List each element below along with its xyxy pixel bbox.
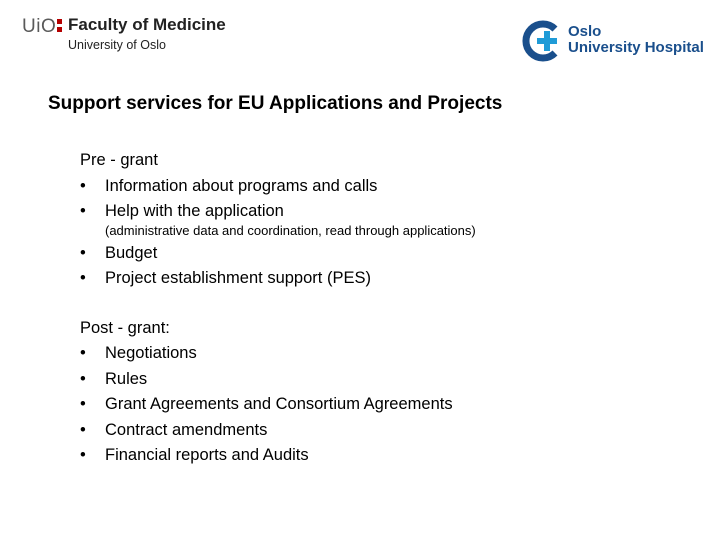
- pre-grant-heading: Pre - grant: [80, 151, 158, 169]
- bullet: •: [80, 395, 86, 413]
- list-item-text: Contract amendments: [105, 420, 268, 439]
- list-item: [80, 443, 476, 469]
- bullet: •: [80, 446, 86, 464]
- bullet: •: [80, 176, 86, 195]
- list-item: [80, 418, 476, 444]
- bullet: •: [80, 202, 86, 220]
- bullet: •: [80, 269, 86, 287]
- slide-content: [80, 148, 476, 469]
- list-item: [80, 392, 476, 418]
- hospital-name-line1: Oslo: [568, 23, 602, 40]
- bullet: •: [80, 369, 86, 388]
- bullet: •: [80, 420, 86, 439]
- application-note: (administrative data and coordination, read through applications): [105, 222, 476, 238]
- list-item-text: Grant Agreements and Consortium Agreements: [105, 395, 453, 413]
- list-item-text: Information about programs and calls: [105, 176, 378, 195]
- list-item-text: Financial reports and Audits: [105, 446, 309, 464]
- list-item: [80, 174, 476, 200]
- list-item-text: Help with the application: [105, 202, 284, 220]
- uio-mark: UiO: [22, 16, 57, 37]
- hospital-name-line2: University Hospital: [568, 39, 704, 56]
- university-name: University of Oslo: [68, 38, 166, 52]
- list-item: [80, 367, 476, 393]
- list-item: [80, 241, 476, 267]
- list-item: [80, 266, 476, 292]
- list-item-text: Project establishment support (PES): [105, 269, 371, 287]
- section-gap: [80, 292, 476, 316]
- hospital-cross-icon: [522, 20, 562, 62]
- list-item: [80, 341, 476, 367]
- list-item-text: Rules: [105, 369, 148, 388]
- slide-title: Support services for EU Applications and Projects: [48, 93, 503, 114]
- list-item-text: Budget: [105, 243, 158, 262]
- bullet: •: [80, 243, 86, 262]
- bullet: •: [80, 344, 86, 362]
- uio-separator-icon: [57, 19, 62, 37]
- post-grant-heading: Post - grant:: [80, 318, 170, 337]
- list-item-text: Negotiations: [105, 344, 197, 362]
- faculty-name: Faculty of Medicine: [68, 15, 226, 34]
